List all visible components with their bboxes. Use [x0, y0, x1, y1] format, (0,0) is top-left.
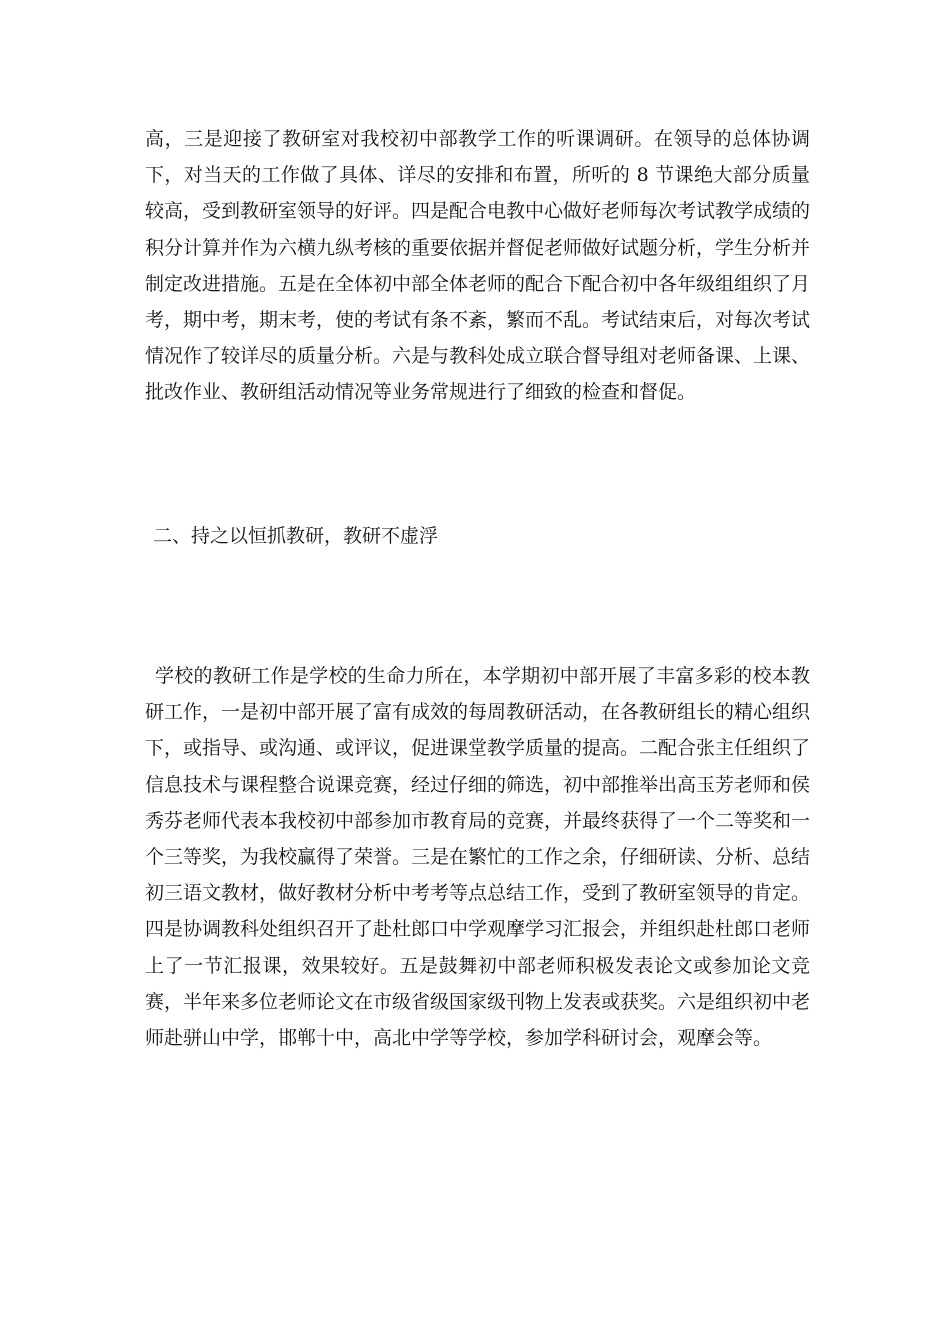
body-paragraph-2: 学校的教研工作是学校的生命力所在，本学期初中部开展了丰富多彩的校本教研工作，一是初中部开展了富有成效的每周教研活动，在各教研组长的精心组织下，或指导、或沟通、或评议，促进课堂教学质量的提高。二配合张主任组织了信息技术与课程整合说课竞赛，经过仔细的筛选，初中部推举出高玉芳老师和侯秀芬老师代表本我校初中部参加市教育局的竞赛，并最终获得了一个二等奖和一个三等奖，为我校赢得了荣誉。三是在繁忙的工作之余，仔细研读、分析、总结初三语文教材，做好教材分析中考考等点总结工作，受到了教研室领导的肯定。四是协调教科处组织召开了赴杜郎口中学观摩学习汇报会，并组织赴杜郎口老师上了一节汇报课，效果较好。五是鼓舞初中部老师积极发表论文或参加论文竞赛，半年来多位老师论文在市级省级国家级刊物上发表或获奖。六是组织初中老师赴骈山中学，邯郸十中，高北中学等学校，参加学科研讨会，观摩会等。 [145, 665, 811, 1050]
body-paragraph-1: 高，三是迎接了教研室对我校初中部教学工作的听课调研。在领导的总体协调下，对当天的工作做了具体、详尽的安排和布置，所听的 8 节课绝大部分质量较高，受到教研室领导的好评。四是配合电教中心做好老师每次考试教学成绩的积分计算并作为六横九纵考核的重要依据并督促老师做好试题分析，学生分析并制定改进措施。五是在全体初中部全体老师的配合下配合初中各年级组组织了月考，期中考，期末考，使的考试有条不紊，繁而不乱。考试结束后，对每次考试情况作了较详尽的质量分析。六是与教科处成立联合督导组对老师备课、上课、批改作业、教研组活动情况等业务常规进行了细致的检查和督促。 [145, 128, 811, 404]
section-heading-2: 二、持之以恒抓教研，教研不虚浮 [153, 525, 439, 547]
